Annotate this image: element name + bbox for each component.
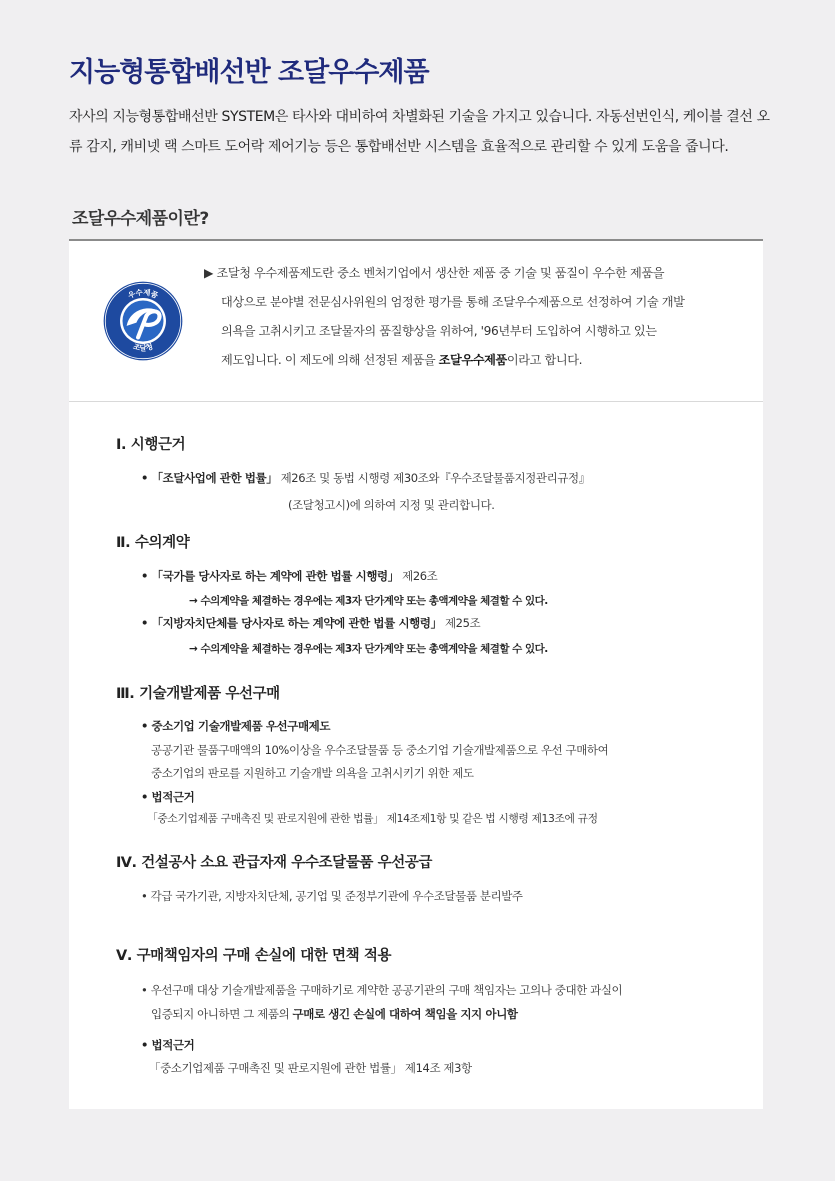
seal-top-text: 우수제품 bbox=[126, 287, 160, 301]
definition-line-2: 대상으로 분야별 전문심사위원의 엄정한 평가를 통해 조달우수제품으로 선정하여 기술 개발 bbox=[221, 295, 685, 309]
definition-line-4-post: 이라고 합니다. bbox=[506, 353, 583, 367]
section-heading: 조달우수제품이란? bbox=[72, 209, 209, 229]
section-1-law-name: • 「조달사업에 관한 법률」 bbox=[141, 471, 278, 485]
definition-line-1: ▶ 조달청 우수제품제도란 중소 벤처기업에서 생산한 제품 중 기술 및 품질이 우수한 제품을 bbox=[204, 266, 665, 280]
section-5-bullet-1-line-1: • 우선구매 대상 기술개발제품을 구매하기로 계약한 공공기관의 구매 책임자는 고의나 중대한 과실이 bbox=[141, 983, 623, 997]
intro-paragraph: 자사의 지능형통합배선반 SYSTEM은 타사와 대비하여 차별화된 기술을 가지고 있습니다. 자동선번인식, 케이블 결선 오류 감지, 캐비넷 랙 스마트 도어락 제어기능 등은 통합배선반 시스템을 효율적으로 관리할 수 있게 도움을 줍니다. bbox=[69, 109, 770, 155]
section-2-note-1: → 수의계약을 체결하는 경우에는 제3자 단가계약 또는 총액계약을 체결할 수 있다. bbox=[189, 595, 548, 607]
definition-text bbox=[204, 259, 744, 375]
section-5-bullet-1-line-2 bbox=[151, 1006, 518, 1022]
section-3-title: Ⅲ. 기술개발제품 우선구매 bbox=[116, 686, 280, 702]
page-title: 지능형통합배선반 조달우수제품 bbox=[69, 57, 429, 88]
section-3-bullet-1: • 중소기업 기술개발제품 우선구매제도 bbox=[141, 719, 331, 733]
section-5-bullet-2-line-1: 「중소기업제품 구매촉진 및 판로지원에 관한 법률」 제14조 제3항 bbox=[149, 1061, 472, 1075]
section-2-bullet-1 bbox=[141, 568, 437, 584]
section-5-title: Ⅴ. 구매책임자의 구매 손실에 대한 면책 적용 bbox=[116, 948, 392, 964]
section-2-law-1: • 「국가를 당사자로 하는 계약에 관한 법률 시행령」 bbox=[141, 569, 399, 583]
section-5-bullet-2: • 법적근거 bbox=[141, 1038, 195, 1052]
definition-line-4 bbox=[204, 346, 744, 375]
procurement-seal-logo bbox=[102, 280, 184, 362]
content-card bbox=[69, 241, 763, 1109]
seal-bottom-text: 조달청 bbox=[132, 341, 154, 353]
section-5-line-2-pre: 입증되지 아니하면 그 제품의 bbox=[151, 1007, 293, 1021]
card-divider bbox=[69, 401, 763, 402]
section-1-title: Ⅰ. 시행근거 bbox=[116, 437, 186, 453]
section-4-title: Ⅳ. 건설공사 소요 관급자재 우수조달물품 우선공급 bbox=[116, 855, 433, 871]
section-2-law-2-article: 제25조 bbox=[441, 616, 481, 630]
section-1-law-detail: 제26조 및 동법 시행령 제30조와『우수조달물품지정관리규정』 bbox=[277, 471, 590, 485]
section-3-bullet-2: • 법적근거 bbox=[141, 790, 195, 804]
section-3-bullet-1-line-1: 공공기관 물품구매액의 10%이상을 우수조달물품 등 중소기업 기술개발제품으로 우선 구매하여 bbox=[151, 743, 609, 757]
section-1-bullet-1 bbox=[141, 470, 590, 486]
section-2-law-1-article: 제26조 bbox=[398, 569, 438, 583]
section-2-note-2: → 수의계약을 체결하는 경우에는 제3자 단가계약 또는 총액계약을 체결할 수 있다. bbox=[189, 643, 548, 655]
section-2-law-2: • 「지방자치단체를 당사자로 하는 계약에 관한 법률 시행령」 bbox=[141, 616, 442, 630]
section-3-bullet-1-line-2: 중소기업의 판로를 지원하고 기술개발 의욕을 고취시키기 위한 제도 bbox=[151, 766, 474, 780]
section-4-bullet-1: • 각급 국가기관, 지방자치단체, 공기업 및 준정부기관에 우수조달물품 분리발주 bbox=[141, 889, 523, 903]
section-1-bullet-1-cont: (조달청고시)에 의하여 지정 및 관리합니다. bbox=[288, 498, 495, 512]
definition-highlight: 조달우수제품 bbox=[438, 353, 507, 367]
section-2-title: Ⅱ. 수의계약 bbox=[116, 535, 190, 551]
section-2-bullet-2 bbox=[141, 615, 480, 631]
section-5-line-2-bold: 구매로 생긴 손실에 대하여 책임을 지지 아니함 bbox=[292, 1007, 518, 1021]
definition-line-3: 의욕을 고취시키고 조달물자의 품질향상을 위하여, '96년부터 도입하여 시행하고 있는 bbox=[221, 324, 657, 338]
definition-line-4-pre: 제도입니다. 이 제도에 의해 선정된 제품을 bbox=[221, 353, 439, 367]
section-3-bullet-2-line-1: 「중소기업제품 구매촉진 및 판로지원에 관한 법률」 제14조제1항 및 같은 법 시행령 제13조에 규정 bbox=[147, 812, 598, 825]
